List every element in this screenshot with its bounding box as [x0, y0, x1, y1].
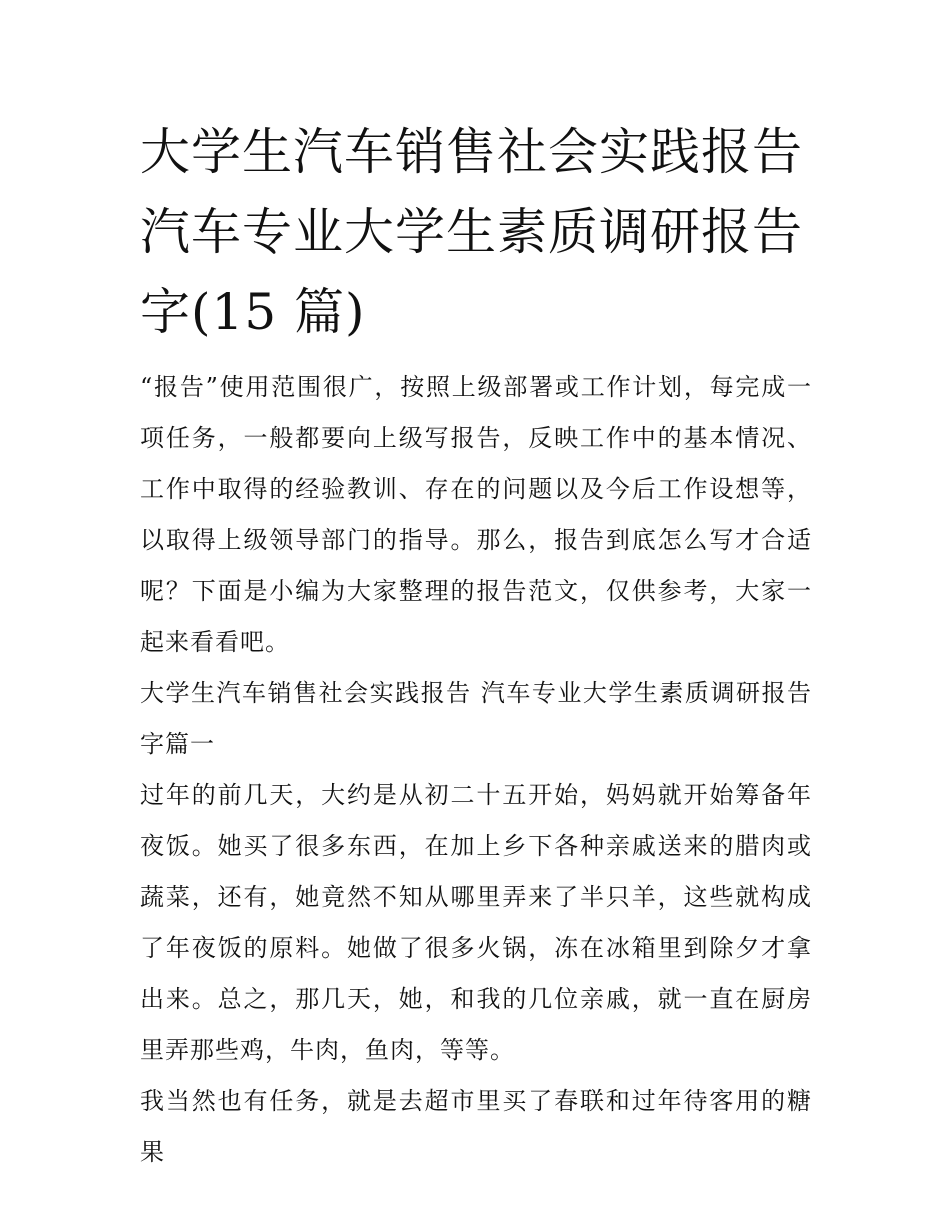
body-paragraph-2: 我当然也有任务，就是去超市里买了春联和过年待客用的糖果 — [140, 1087, 812, 1166]
document-title — [140, 112, 812, 352]
intro-paragraph: “报告”使用范围很广，按照上级部署或工作计划，每完成一项任务，一般都要向上级写报告，反映工作中的基本情况、工作中取得的经验教训、存在的问题以及今后工作设想等，以取得上级领导部门的指导。那么，报告到底怎么写才合适呢？下面是小编为大家整理的报告范文，仅供参考，大家一起来看看吧。 — [140, 373, 812, 656]
document-page — [140, 112, 812, 1178]
title-line-3: 字(15 篇) — [140, 283, 366, 341]
section-heading: 大学生汽车销售社会实践报告 汽车专业大学生素质调研报告字篇一 — [140, 679, 812, 758]
body-paragraph-1: 过年的前几天，大约是从初二十五开始，妈妈就开始筹备年夜饭。她买了很多东西，在加上乡下各种亲戚送来的腊肉或蔬菜，还有，她竟然不知从哪里弄来了半只羊，这些就构成了年夜饭的原料。她做了很多火锅，冻在冰箱里到除夕才拿出来。总之，那几天，她，和我的几位亲戚，就一直在厨房里弄那些鸡，牛肉，鱼肉，等等。 — [140, 781, 812, 1064]
title-line-1: 大学生汽车销售社会实践报告 — [140, 123, 803, 181]
title-line-2: 汽车专业大学生素质调研报告 — [140, 203, 803, 261]
document-body — [140, 362, 812, 1178]
